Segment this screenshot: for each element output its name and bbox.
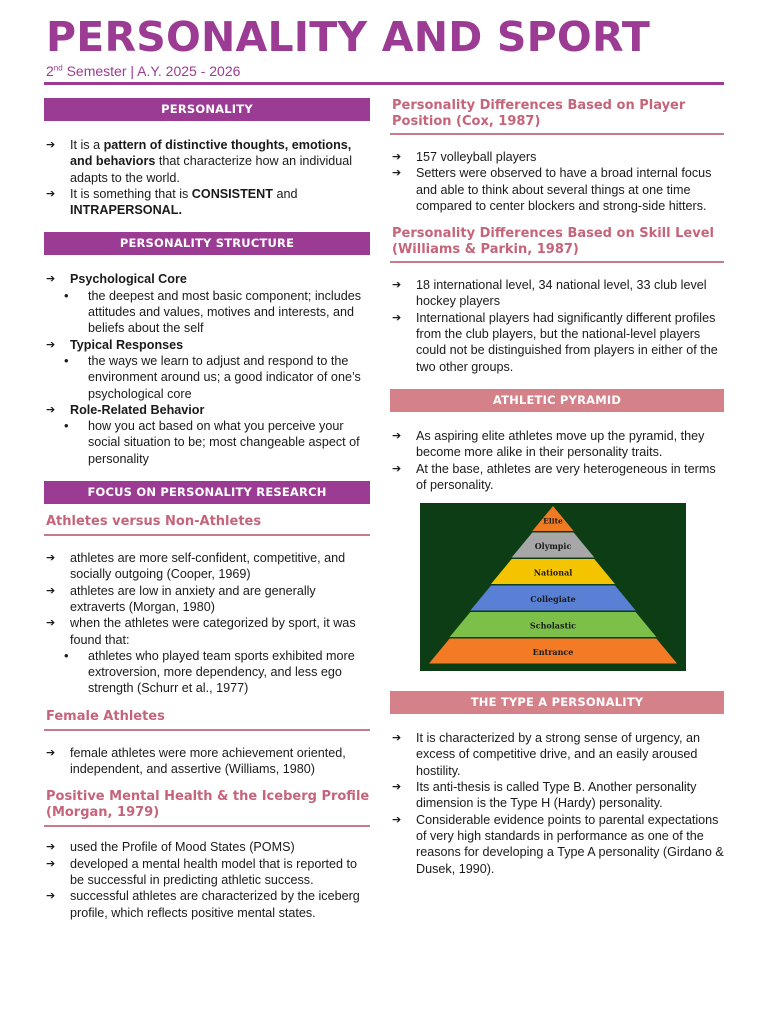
pyramid-list xyxy=(390,428,724,493)
iceberg-subheading: Positive Mental Health & the Iceberg Profile (Morgan, 1979) xyxy=(44,789,370,827)
pyramid-svg xyxy=(420,503,686,671)
list-item: ➔ International players had significantly different profiles from the club players, but the national-level players could not be distinguished from players in either of the two other groups. xyxy=(390,310,724,375)
list-item: • the deepest and most basic component; includes attitudes and values, motives and interests, and beliefs about the self xyxy=(44,288,370,337)
list-item: ➔ athletes are more self-confident, competitive, and socially outgoing (Cooper, 1969) xyxy=(44,550,370,583)
list-item: ➔ used the Profile of Mood States (POMS) xyxy=(44,839,370,855)
list-item: ➔ when the athletes were categorized by sport, it was found that: xyxy=(44,615,370,648)
iceberg-list xyxy=(44,839,370,920)
list-item: ➔ It is characterized by a strong sense of urgency, an excess of competitive drive, and an easily aroused hostility. xyxy=(390,730,724,779)
list-item: ➔ developed a mental health model that is reported to be successful in predicting athletic success. xyxy=(44,856,370,889)
list-item: ➔ female athletes were more achievement oriented, independent, and assertive (Williams, 1980) xyxy=(44,745,370,778)
pyramid-label-olympic: Olympic xyxy=(534,540,572,551)
list-item: • how you act based on what you perceive your social situation to be; most changeable aspect of personality xyxy=(44,418,370,467)
athletes-list xyxy=(44,550,370,648)
semester-subtitle: 2nd Semester | A.Y. 2025 - 2026 xyxy=(46,63,241,79)
personality-banner: PERSONALITY xyxy=(44,98,370,121)
list-item: ➔ 157 volleyball players xyxy=(390,149,724,165)
athletes-sublist xyxy=(44,648,370,697)
list-item: ➔ It is a pattern of distinctive thoughts, emotions, and behaviors that characterize how an individual adapts to the world. xyxy=(44,137,370,186)
list-item: ➔ At the base, athletes are very heterogeneous in terms of personality. xyxy=(390,461,724,494)
athletic-pyramid-banner: ATHLETIC PYRAMID xyxy=(390,389,724,412)
page-title: PERSONALITY AND SPORT xyxy=(46,13,651,61)
list-item: ➔ 18 international level, 34 national level, 33 club level hockey players xyxy=(390,277,724,310)
pyramid-label-elite: Elite xyxy=(543,516,563,526)
list-item: • athletes who played team sports exhibited more extroversion, more dependency, and less ego strength (Schurr et al., 1977) xyxy=(44,648,370,697)
right-column xyxy=(390,98,724,877)
athletic-pyramid-diagram xyxy=(420,503,686,671)
list-item: ➔ Psychological Core xyxy=(44,271,370,287)
player-list xyxy=(390,149,724,214)
list-item: ➔ As aspiring elite athletes move up the pyramid, they become more alike in their personality traits. xyxy=(390,428,724,461)
structure-sublist xyxy=(44,418,370,467)
list-item: ➔ athletes are low in anxiety and are generally extraverts (Morgan, 1980) xyxy=(44,583,370,616)
type-a-list xyxy=(390,730,724,877)
pyramid-label-national: National xyxy=(533,567,573,578)
skill-list xyxy=(390,277,724,375)
pyramid-label-collegiate: Collegiate xyxy=(530,593,576,604)
personality-structure-banner: PERSONALITY STRUCTURE xyxy=(44,232,370,255)
title-divider xyxy=(44,82,724,85)
structure-sublist xyxy=(44,288,370,337)
list-item: ➔ It is something that is CONSISTENT and INTRAPERSONAL. xyxy=(44,186,370,219)
structure-list xyxy=(44,337,370,353)
left-column xyxy=(44,98,370,921)
skill-level-subheading: Personality Differences Based on Skill Level (Williams & Parkin, 1987) xyxy=(390,226,724,263)
athletes-subheading: Athletes versus Non-Athletes xyxy=(44,514,370,536)
pyramid-label-scholastic: Scholastic xyxy=(529,620,577,631)
list-item: ➔ successful athletes are characterized by the iceberg profile, which reflects positive mental states. xyxy=(44,888,370,921)
structure-sublist xyxy=(44,353,370,402)
list-item: ➔ Setters were observed to have a broad internal focus and able to think about several things at one time compared to center blockers and strong-side hitters. xyxy=(390,165,724,214)
list-item: ➔ Role-Related Behavior xyxy=(44,402,370,418)
research-banner: FOCUS ON PERSONALITY RESEARCH xyxy=(44,481,370,504)
structure-list xyxy=(44,271,370,287)
structure-list xyxy=(44,402,370,418)
female-list xyxy=(44,745,370,778)
personality-list xyxy=(44,137,370,218)
type-a-banner: THE TYPE A PERSONALITY xyxy=(390,691,724,714)
list-item: ➔ Considerable evidence points to parental expectations of very high standards in performance as one of the reasons for developing a Type A personality (Girdano & Dusek, 1990). xyxy=(390,812,724,877)
list-item: • the ways we learn to adjust and respond to the environment around us; a good indicator of one’s psychological core xyxy=(44,353,370,402)
female-athletes-subheading: Female Athletes xyxy=(44,709,370,731)
player-position-subheading: Personality Differences Based on Player Position (Cox, 1987) xyxy=(390,98,724,135)
list-item: ➔ Its anti-thesis is called Type B. Another personality dimension is the Type H (Hardy) personality. xyxy=(390,779,724,812)
list-item: ➔ Typical Responses xyxy=(44,337,370,353)
pyramid-label-entrance: Entrance xyxy=(532,646,574,657)
